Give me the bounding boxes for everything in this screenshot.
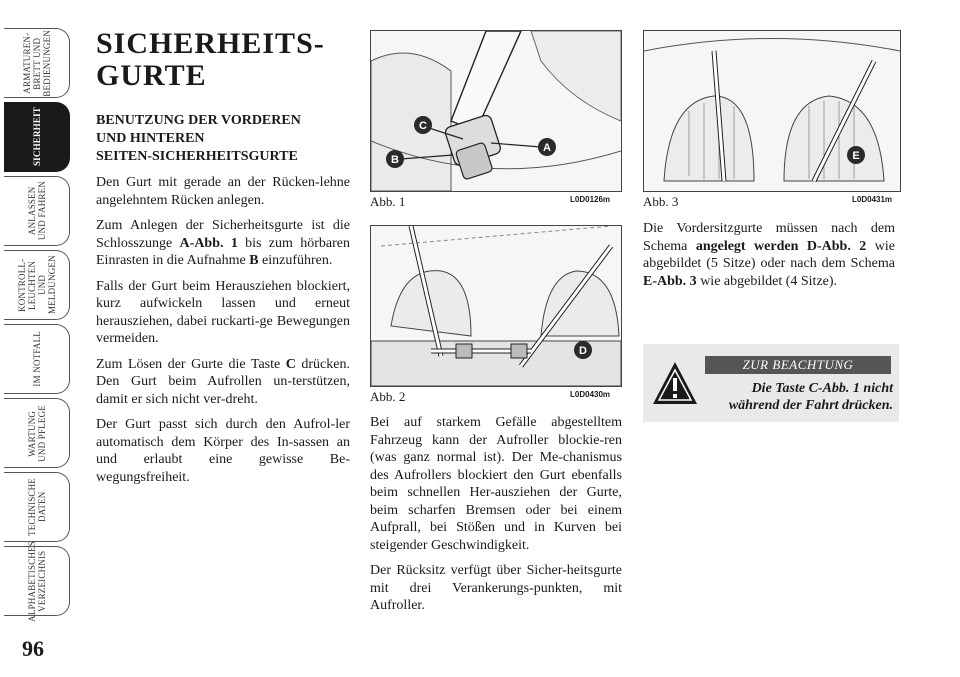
page-title: SICHERHEITS- GURTE — [96, 27, 325, 92]
paragraph: Der Rücksitz verfügt über Sicher-heitsgurte mit drei Verankerungs-punkten, mit Aufroller. — [370, 563, 622, 613]
paragraph: Den Gurt mit gerade an der Rücken-lehne angelehntem Rücken anlegen. — [96, 175, 350, 208]
figure-label-d: D — [579, 345, 587, 357]
tab-armaturenbrett[interactable] — [4, 28, 70, 98]
figure-label-e: E — [852, 150, 860, 162]
figure-1-caption: Abb. 1 — [370, 194, 406, 209]
tab-technische-daten[interactable] — [4, 472, 70, 542]
figure-3-caption: Abb. 3 — [643, 194, 679, 209]
tab-label: WARTUNG UND PFLEGE — [26, 404, 47, 462]
tab-label: ANLASSEN UND FAHREN — [26, 181, 47, 241]
tab-label: TECHNISCHE DATEN — [26, 478, 47, 536]
figure-2-rear-seat-5-seats — [370, 225, 622, 387]
figure-label-c: C — [419, 120, 427, 132]
paragraph: Zum Anlegen der Sicherheitsgurte ist die Schlosszunge A-Abb. 1 bis zum hörbaren Einrasten in die Aufnahme B einzuführen. — [96, 218, 350, 268]
paragraph: Der Gurt passt sich durch den Aufrol-ler automatisch dem Körper des In-sassen an und erlaubt eine gewisse Be-wegungsfreiheit. — [96, 417, 350, 485]
tab-label: IM NOTFALL — [31, 331, 42, 387]
tab-wartung[interactable] — [4, 398, 70, 468]
paragraph: Zum Lösen der Gurte die Taste C drücken. Den Gurt beim Aufrollen un-terstützen, damit er sich nicht ver-dreht. — [96, 356, 350, 407]
tab-im-notfall[interactable] — [4, 324, 70, 394]
figure-2-code: L0D0430m — [570, 390, 611, 399]
figure-3-rear-seat-4-seats — [643, 30, 901, 192]
tab-label: ALPHABETISCHES VERZEICHNIS — [26, 540, 47, 622]
figure-2-caption: Abb. 2 — [370, 389, 406, 404]
figure-1-seatbelt-buckle — [370, 30, 622, 192]
warning-triangle-icon — [651, 360, 699, 406]
warning-text: Die Taste C-Abb. 1 nicht während der Fahrt drücken. — [728, 381, 893, 413]
figure-label-b: B — [391, 154, 399, 166]
main-column — [96, 28, 350, 494]
chapter-sidebar — [0, 0, 74, 677]
warning-title: ZUR BEACHTUNG — [705, 356, 891, 374]
tab-label: SICHERHEIT — [31, 107, 42, 167]
paragraph: Die Vordersitzgurte müssen nach dem Schema angelegt werden D-Abb. 2 wie abgebildet (5 Sitze) oder nach dem Schema E-Abb. 3 wie abgebildet (4 Sitze). — [643, 221, 896, 289]
section-heading: BENUTZUNG DER VORDEREN UND HINTEREN SEITEN-SICHERHEITSGURTE — [96, 113, 301, 164]
tab-anlassen[interactable] — [4, 176, 70, 246]
right-column-text — [643, 220, 895, 298]
figure-1-code: L0D0126m — [570, 195, 611, 204]
tab-verzeichnis[interactable] — [4, 540, 70, 622]
tab-sicherheit[interactable] — [4, 102, 70, 172]
paragraph: Falls der Gurt beim Herausziehen blockiert, kurz aufwickeln lassen und erneut herausziehen, dabei ruckarti-ge Bewegungen vermeiden. — [96, 278, 350, 346]
page-number: 96 — [22, 636, 44, 661]
tab-kontrollleuchten[interactable] — [4, 250, 70, 320]
tab-label: ARMATUREN- BRETT UND BEDIENUNGEN — [21, 29, 52, 97]
middle-column-text — [370, 414, 622, 623]
warning-box — [643, 344, 899, 422]
figure-3-code: L0D0431m — [852, 195, 893, 204]
figure-label-a: A — [543, 142, 551, 154]
paragraph: Bei auf starkem Gefälle abgestelltem Fahrzeug kann der Aufroller blockie-ren (was ganz normal ist). Der Me-chanismus des Aufrollers blockiert den Gurt ebenfalls beim schnellen Her-ausziehen der Gurte, beim scharfen Bremsen oder bei einem Aufprall, bei Stößen und in Kurven bei steigender Geschwindigkeit. — [370, 415, 622, 553]
tab-label: KONTROLL- LEUCHTEN UND MELDUNGEN — [16, 255, 57, 315]
